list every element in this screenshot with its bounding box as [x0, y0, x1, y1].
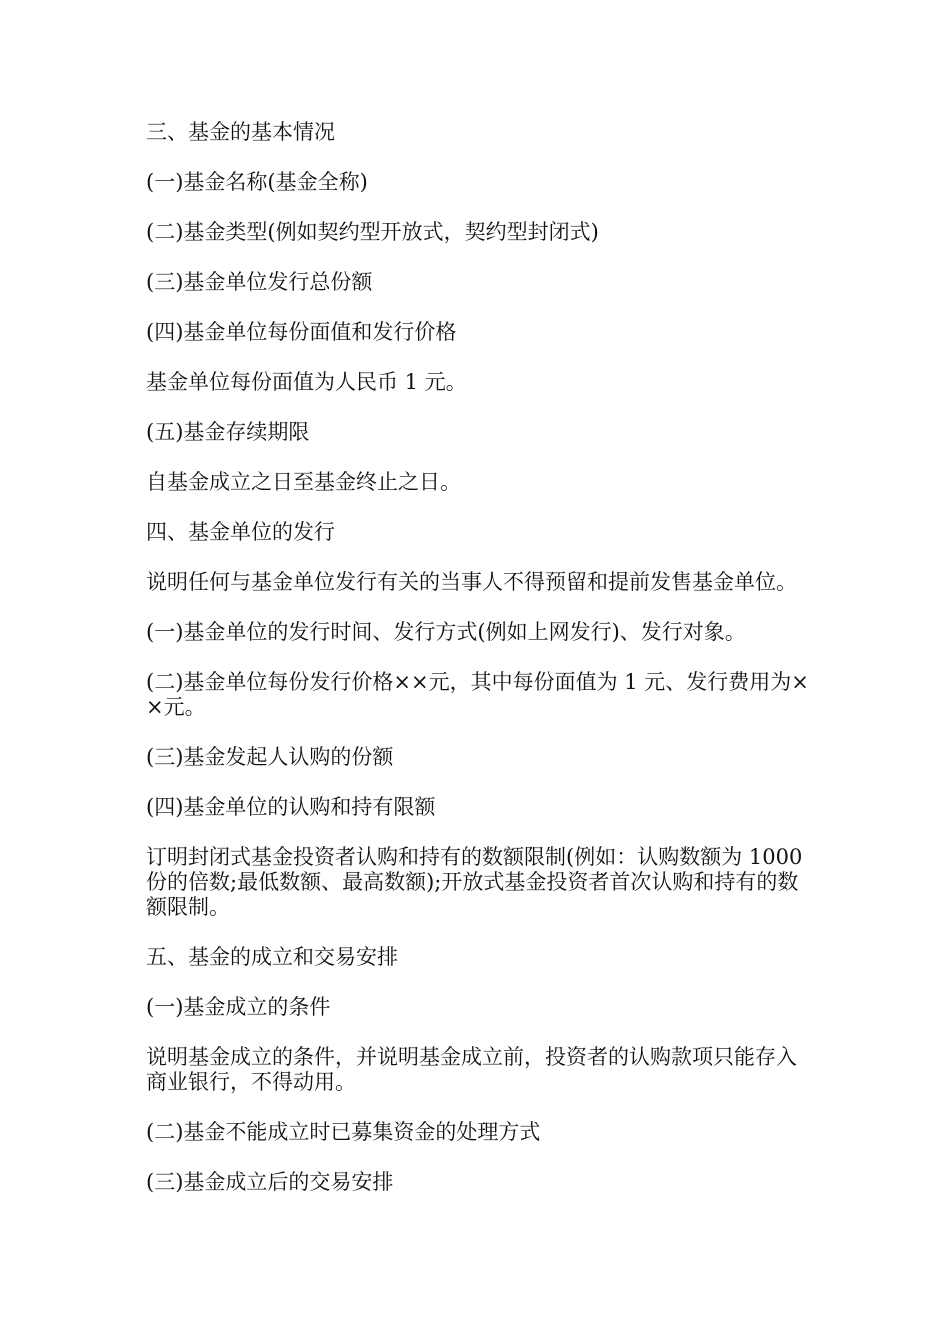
document-body	[146, 120, 810, 1220]
subheading-sponsor-subscription: (三)基金发起人认购的份额	[146, 745, 394, 769]
section-heading-4: 四、基金单位的发行	[146, 520, 335, 544]
section-heading-3: 三、基金的基本情况	[146, 120, 335, 144]
subheading-establishment-conditions: (一)基金成立的条件	[146, 995, 331, 1019]
subheading-face-value-price: (四)基金单位每份面值和发行价格	[146, 320, 457, 344]
body-text-issuance-note: 说明任何与基金单位发行有关的当事人不得预留和提前发售基金单位。	[146, 570, 797, 594]
section-heading-5: 五、基金的成立和交易安排	[146, 945, 398, 969]
subheading-issue-price: (二)基金单位每份发行价格××元，其中每份面值为 1 元、发行费用为××元。	[146, 670, 809, 719]
subheading-duration: (五)基金存续期限	[146, 420, 310, 444]
subheading-issue-time: (一)基金单位的发行时间、发行方式(例如上网发行)、发行对象。	[146, 620, 746, 644]
body-text-establishment-conditions: 说明基金成立的条件，并说明基金成立前，投资者的认购款项只能存入商业银行，不得动用。	[146, 1045, 797, 1094]
body-text-face-value: 基金单位每份面值为人民币 1 元。	[146, 370, 467, 394]
subheading-subscription-limits: (四)基金单位的认购和持有限额	[146, 795, 436, 819]
subheading-failed-establishment: (二)基金不能成立时已募集资金的处理方式	[146, 1120, 541, 1144]
subheading-trading-arrangements: (三)基金成立后的交易安排	[146, 1170, 394, 1194]
subheading-total-shares: (三)基金单位发行总份额	[146, 270, 373, 294]
body-text-subscription-limits: 订明封闭式基金投资者认购和持有的数额限制(例如：认购数额为 1000 份的倍数;最低数额、最高数额);开放式基金投资者首次认购和持有的数额限制。	[146, 845, 803, 919]
subheading-fund-type: (二)基金类型(例如契约型开放式，契约型封闭式)	[146, 220, 599, 244]
body-text-duration: 自基金成立之日至基金终止之日。	[146, 470, 461, 494]
subheading-fund-name: (一)基金名称(基金全称)	[146, 170, 368, 194]
